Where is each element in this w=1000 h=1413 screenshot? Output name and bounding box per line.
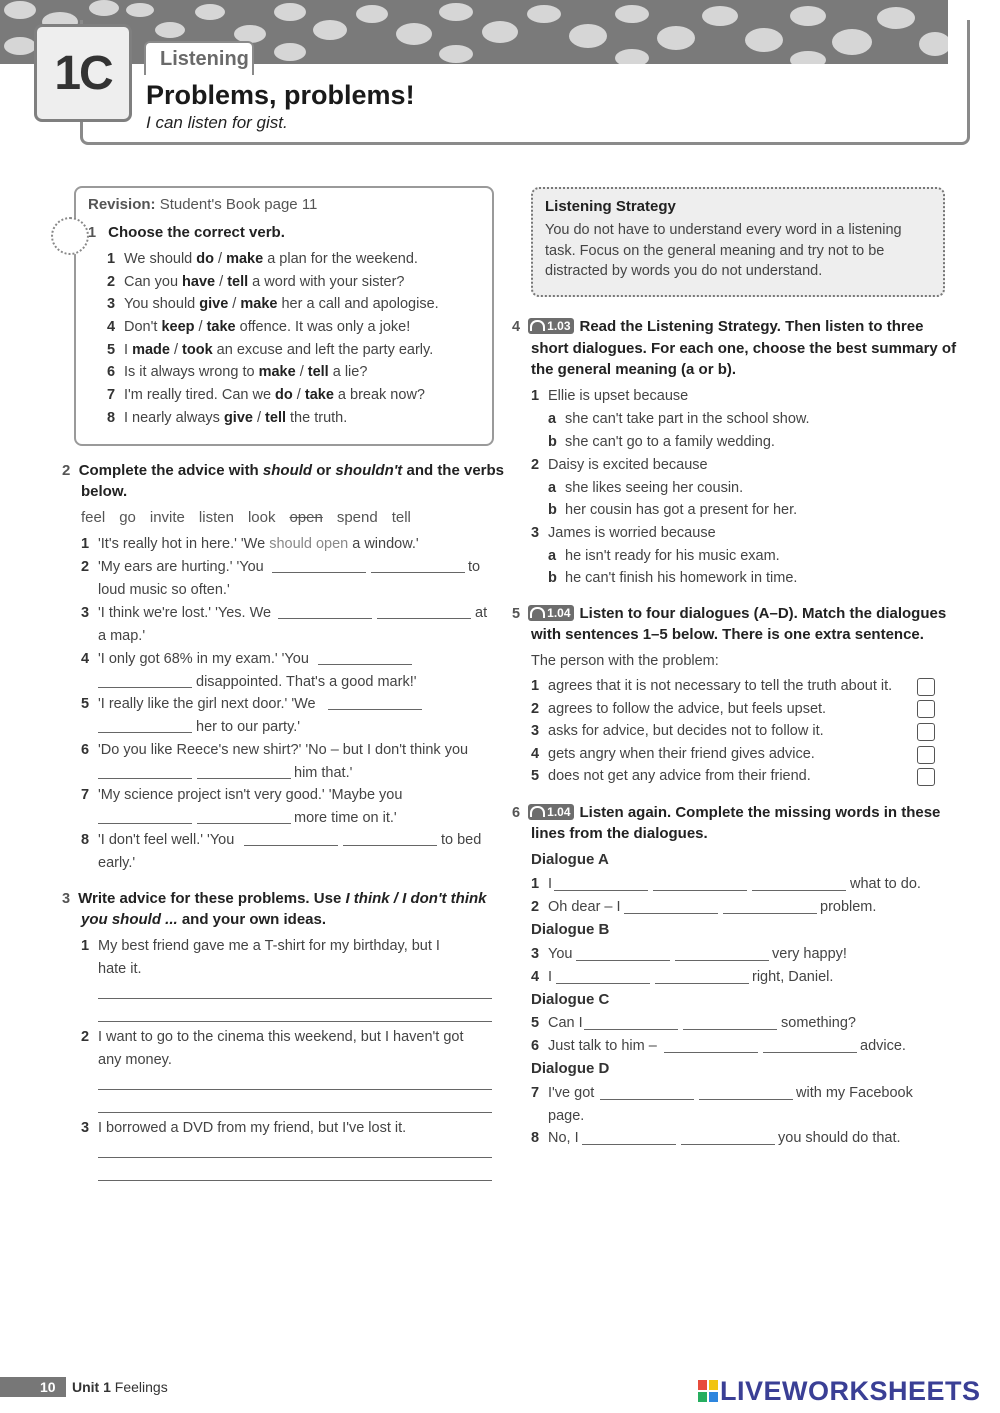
answer-box[interactable] — [917, 678, 935, 696]
ex2-item-2-cont: loud music so often.' — [98, 582, 230, 598]
exercise-4-heading-3: the general meaning (a or b). — [531, 361, 737, 378]
footer-unit-label: Unit 1 Feelings — [72, 1379, 168, 1395]
page-subtitle: I can listen for gist. — [146, 113, 288, 132]
verb-option[interactable]: tell — [227, 273, 249, 290]
audio-track-icon[interactable]: 1.03 — [528, 318, 573, 334]
exercise-1-list — [107, 251, 439, 433]
ex6-line-4: 4 I — [531, 969, 553, 985]
ex6-line-5: 5 Can I — [531, 1015, 583, 1031]
answer-blank[interactable] — [653, 890, 747, 891]
page-number: 10 — [40, 1379, 56, 1395]
ex3-item-1: 1 My best friend gave me a T-shirt for my birthday, but I — [81, 938, 440, 954]
ex2-item-2-end: to — [468, 559, 481, 575]
answer-blank[interactable] — [655, 983, 749, 984]
ex6-line-4-end: right, Daniel. — [752, 969, 834, 985]
ex3-item-1-cont: hate it. — [98, 961, 142, 977]
exercise-6-heading-2: lines from the dialogues. — [531, 825, 708, 842]
answer-blank[interactable] — [377, 618, 471, 619]
ex1-item: 4 Don't keep / take offence. It was only a joke! — [107, 319, 411, 336]
ex2-item-3: 3 'I think we're lost.' 'Yes. We — [81, 605, 272, 621]
ex4-question-3: 3 James is worried because — [531, 525, 716, 541]
exercise-instruction: Choose the correct verb. — [108, 224, 285, 241]
ex2-item-6: 6 'Do you like Reece's new shirt?' 'No – but I don't think you — [81, 742, 469, 758]
ex4-option-3a[interactable]: a he isn't ready for his music exam. — [548, 548, 780, 564]
item-number: 8 — [107, 409, 116, 426]
item-number: 5 — [107, 341, 116, 358]
ex2-item-8-end: to bed — [441, 832, 482, 848]
answer-blank[interactable] — [681, 1144, 775, 1145]
ex4-option-2a[interactable]: a she likes seeing her cousin. — [548, 480, 744, 496]
answer-blank[interactable] — [278, 618, 372, 619]
answer-blank[interactable] — [98, 687, 192, 688]
answer-line[interactable] — [98, 1157, 492, 1158]
answer-box[interactable] — [917, 768, 935, 786]
answer-blank[interactable] — [272, 572, 366, 573]
ex4-option-1a[interactable]: a she can't take part in the school show. — [548, 411, 810, 427]
page-title: Problems, problems! — [146, 80, 415, 110]
ex6-line-3: 3 You — [531, 946, 573, 962]
answer-blank[interactable] — [371, 572, 465, 573]
answer-blank[interactable] — [554, 890, 648, 891]
verb-option[interactable]: do — [275, 387, 293, 404]
answer-blank[interactable] — [675, 960, 769, 961]
ex6-line-5-end: something? — [781, 1015, 856, 1031]
item-number: 3 — [107, 296, 116, 313]
answer-blank[interactable] — [197, 778, 291, 779]
answer-blank[interactable] — [318, 664, 412, 665]
answer-line[interactable] — [98, 998, 492, 999]
ex4-option-2b[interactable]: b her cousin has got a present for her. — [548, 502, 798, 518]
ex6-line-6-end: advice. — [860, 1038, 906, 1054]
ex6-line-7-cont: page. — [548, 1108, 585, 1124]
verb-option[interactable]: tell — [307, 364, 329, 381]
ex5-sentence: 1 agrees that it is not necessary to tell the truth about it. — [531, 678, 893, 694]
item-number: 6 — [107, 364, 116, 381]
ex1-item: 8 I nearly always give / tell the truth. — [107, 409, 348, 426]
word-bank-item: open — [289, 509, 323, 526]
word-bank-item: listen — [198, 509, 234, 526]
verb-option[interactable]: take — [304, 387, 334, 404]
dialogue-d-label: Dialogue D — [531, 1060, 610, 1077]
exercise-2-heading-cont: below. — [81, 483, 128, 500]
verb-option[interactable]: tell — [265, 409, 286, 426]
ex6-line-3-end: very happy! — [772, 946, 847, 962]
ex6-line-1-end: what to do. — [850, 876, 921, 892]
exercise-5-heading: 5 1.04 Listen to four dialogues (A–D). Match the dialogues — [512, 605, 947, 622]
item-number: 4 — [107, 319, 116, 336]
verb-option[interactable]: give — [199, 296, 229, 313]
ex2-item-5: 5 'I really like the girl next door.' 'We — [81, 696, 316, 712]
ex2-item-4: 4 'I only got 68% in my exam.' 'You — [81, 651, 309, 667]
exercise-3-heading: 3 Write advice for these problems. Use I think / I don't think — [62, 890, 487, 907]
verb-option[interactable]: take — [206, 319, 236, 336]
dialogue-c-label: Dialogue C — [531, 991, 610, 1008]
verb-option[interactable]: made — [132, 341, 170, 358]
answer-box[interactable] — [917, 723, 935, 741]
verb-option[interactable]: have — [182, 273, 216, 290]
verb-option[interactable]: make — [240, 296, 278, 313]
ex3-item-2-cont: any money. — [98, 1052, 172, 1068]
verb-option[interactable]: keep — [161, 319, 195, 336]
ex1-item: 6 Is it always wrong to make / tell a lie? — [107, 364, 368, 381]
section-label: Listening — [160, 48, 249, 70]
ex6-line-7-end: with my Facebook — [796, 1085, 913, 1101]
exercise-2-heading: 2 Complete the advice with should or shouldn't and the verbs — [62, 462, 505, 479]
ex6-line-8-end: you should do that. — [778, 1130, 901, 1146]
answer-line[interactable] — [98, 1089, 492, 1090]
word-bank — [81, 509, 425, 526]
strategy-text: You do not have to understand every word in a listening task. Focus on the general meaning and try not to be distracted by words you do not understand. — [545, 222, 902, 279]
ex3-item-3: 3 I borrowed a DVD from my friend, but I've lost it. — [81, 1120, 407, 1136]
ex3-item-2: 2 I want to go to the cinema this weekend, but I haven't got — [81, 1029, 464, 1045]
answer-blank[interactable] — [699, 1099, 793, 1100]
revision-badge-icon — [51, 217, 89, 255]
word-bank-item: invite — [149, 509, 185, 526]
verb-option[interactable]: make — [226, 251, 264, 267]
word-bank-item: tell — [391, 509, 411, 526]
logo-icon — [698, 1380, 718, 1402]
audio-track-icon[interactable]: 1.04 — [528, 804, 573, 820]
ex4-question-2: 2 Daisy is excited because — [531, 457, 708, 473]
ex6-line-2: 2 Oh dear – I — [531, 899, 621, 915]
answer-blank[interactable] — [582, 1144, 676, 1145]
answer-line[interactable] — [98, 1112, 492, 1113]
exercise-4-heading-2: short dialogues. For each one, choose the best summary of — [531, 340, 957, 357]
answer-blank[interactable] — [683, 1029, 777, 1030]
unit-code-box: 1C — [34, 24, 132, 122]
example-answer: should open — [269, 536, 349, 552]
answer-blank[interactable] — [98, 732, 192, 733]
ex5-sentence: 5 does not get any advice from their friend. — [531, 768, 811, 785]
ex5-sentence: 4 gets angry when their friend gives advice. — [531, 745, 815, 762]
answer-blank[interactable] — [723, 913, 817, 914]
answer-blank[interactable] — [556, 983, 650, 984]
strategy-title: Listening Strategy — [545, 198, 676, 215]
exercise-4-heading: 4 1.03 Read the Listening Strategy. Then listen to three — [512, 318, 924, 335]
word-bank-item: spend — [336, 509, 378, 526]
word-bank-item: feel — [81, 509, 106, 526]
answer-blank[interactable] — [752, 890, 846, 891]
exercise-number: 1 — [88, 225, 97, 241]
ex2-item-3-end: at — [475, 605, 488, 621]
ex1-item: 3 You should give / make her a call and apologise. — [107, 296, 439, 313]
answer-blank[interactable] — [244, 845, 338, 846]
exercise-3-heading-cont: you should ... and your own ideas. — [81, 911, 327, 928]
ex2-item-6-cont: him that.' — [294, 765, 353, 781]
answer-blank[interactable] — [197, 823, 291, 824]
answer-box[interactable] — [917, 700, 935, 718]
ex6-line-8: 8 No, I — [531, 1130, 579, 1146]
ex5-sentence: 3 asks for advice, but decides not to follow it. — [531, 723, 824, 740]
ex2-item-4-cont: disappointed. That's a good mark!' — [196, 674, 417, 690]
word-bank-item: go — [119, 509, 136, 526]
answer-blank[interactable] — [98, 823, 192, 824]
dialogue-a-label: Dialogue A — [531, 851, 609, 868]
verb-option[interactable]: do — [196, 251, 214, 267]
ex4-option-1b[interactable]: b she can't go to a family wedding. — [548, 434, 775, 450]
answer-blank[interactable] — [584, 1029, 678, 1030]
answer-blank[interactable] — [624, 913, 718, 914]
answer-blank[interactable] — [664, 1052, 758, 1053]
revision-heading: Revision: Student's Book page 11 — [88, 196, 318, 213]
dialogue-b-label: Dialogue B — [531, 921, 610, 938]
ex1-item: 2 Can you have / tell a word with your sister? — [107, 273, 405, 290]
exercise-1-heading — [88, 224, 285, 241]
answer-box[interactable] — [917, 746, 935, 764]
item-number: 2 — [107, 273, 116, 290]
ex2-item-8-cont: early.' — [98, 855, 136, 871]
ex1-item: 1 We should do / make a plan for the weekend. — [107, 251, 418, 267]
ex6-line-6: 6 Just talk to him – — [531, 1038, 657, 1054]
ex5-lead: The person with the problem: — [531, 653, 719, 669]
exercise-6-heading: 6 1.04 Listen again. Complete the missing words in these — [512, 804, 941, 821]
answer-line[interactable] — [98, 1180, 492, 1181]
item-number: 7 — [107, 387, 116, 404]
ex5-sentence: 2 agrees to follow the advice, but feels upset. — [531, 700, 827, 717]
verb-option[interactable]: give — [223, 409, 253, 426]
ex6-line-7: 7 I've got — [531, 1085, 595, 1101]
answer-line[interactable] — [98, 1021, 492, 1022]
answer-blank[interactable] — [98, 778, 192, 779]
word-bank-item: look — [247, 509, 276, 526]
ex4-option-3b[interactable]: b he can't finish his homework in time. — [548, 570, 798, 586]
verb-option[interactable]: took — [182, 341, 213, 358]
liveworksheets-logo: LIVEWORKSHEETS — [698, 1376, 981, 1407]
ex6-line-2-end: problem. — [820, 899, 877, 915]
ex2-item-2: 2 'My ears are hurting.' 'You — [81, 559, 264, 575]
verb-option[interactable]: make — [258, 364, 296, 381]
ex2-item-3-cont: a map.' — [98, 628, 146, 644]
footer-page-tab — [0, 1377, 66, 1397]
ex4-question-1: 1 Ellie is upset because — [531, 388, 689, 404]
ex1-item: 7 I'm really tired. Can we do / take a break now? — [107, 387, 425, 404]
answer-blank[interactable] — [576, 960, 670, 961]
ex2-item-8: 8 'I don't feel well.' 'You — [81, 832, 235, 848]
ex1-item: 5 I made / took an excuse and left the party early. — [107, 341, 434, 358]
audio-track-icon[interactable]: 1.04 — [528, 605, 573, 621]
ex2-item-5-cont: her to our party.' — [196, 719, 301, 735]
answer-blank[interactable] — [343, 845, 437, 846]
answer-blank[interactable] — [328, 709, 422, 710]
item-number: 1 — [107, 251, 116, 267]
ex6-line-1: 1 I — [531, 876, 553, 892]
answer-blank[interactable] — [600, 1099, 694, 1100]
ex2-item-7: 7 'My science project isn't very good.' 'Maybe you — [81, 787, 403, 803]
exercise-5-list — [531, 678, 892, 791]
ex2-item-7-cont: more time on it.' — [294, 810, 397, 826]
ex2-item-1: 1 'It's really hot in here.' 'We should open a window.' — [81, 536, 419, 552]
answer-blank[interactable] — [763, 1052, 857, 1053]
exercise-5-heading-2: with sentences 1–5 below. There is one extra sentence. — [531, 626, 924, 643]
